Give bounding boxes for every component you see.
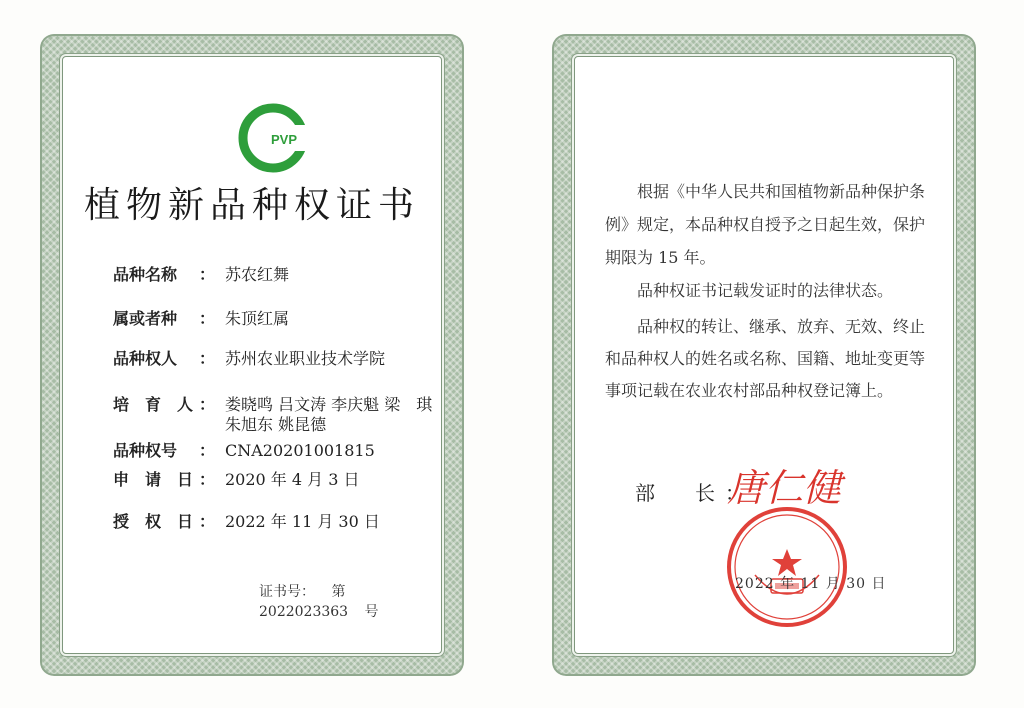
field-value: 娄晓鸣 吕文涛 李庆魁 梁 琪	[225, 395, 433, 414]
field-label: 品种权人	[113, 349, 178, 368]
field-label: 属或者种	[113, 309, 178, 328]
cert-number-suffix: 号	[364, 604, 379, 620]
field-separator: ：	[199, 441, 216, 460]
field-right-number	[113, 438, 375, 461]
field-label: 品种名称	[113, 265, 178, 284]
field-value: 2020 年 4 月 3 日	[225, 470, 360, 489]
field-separator: ：	[199, 512, 216, 531]
field-separator: ：	[199, 395, 216, 414]
legal-paragraph-basis: 根据《中华人民共和国植物新品种保护条例》规定，本品种权自授予之日起生效，保护期限为 15 年。	[605, 182, 926, 267]
legal-paragraph-status: 品种权证书记载发证时的法律状态。	[637, 281, 894, 300]
field-breeders-continued: 朱旭东 姚昆德	[225, 415, 327, 434]
legal-paragraph-registration: 品种权的转让、继承、放弃、无效、终止和品种权人的姓名或名称、国籍、地址变更等事项记载在农业农村部品种权登记簿上。	[605, 317, 926, 400]
certificate-front-page	[40, 34, 464, 676]
seal-date: 2022 年 11 月 30 日	[735, 576, 887, 592]
field-genus-species	[113, 306, 289, 329]
field-separator: ：	[199, 470, 216, 489]
field-value: 朱顶红属	[225, 309, 290, 328]
field-label: 培 育 人	[113, 395, 194, 414]
field-breeders	[113, 392, 432, 415]
cert-number-value: 2022023363	[259, 604, 349, 620]
pvp-logo-text: PVP	[271, 132, 298, 147]
field-separator: ：	[199, 349, 216, 368]
back-inner-panel	[574, 56, 954, 654]
official-seal	[725, 505, 849, 633]
field-separator: ：	[199, 265, 216, 284]
pvp-logo	[238, 103, 308, 177]
field-value: CNA20201001815	[225, 441, 375, 460]
field-label: 授 权 日	[113, 512, 194, 531]
field-right-holder	[113, 346, 385, 369]
cert-number-prefix: 第	[331, 584, 346, 600]
certificate-number	[259, 581, 441, 621]
field-value: 2022 年 11 月 30 日	[225, 512, 380, 531]
field-label: 品种权号	[113, 441, 178, 460]
field-separator: ：	[199, 309, 216, 328]
field-variety-name	[113, 262, 289, 285]
minister-label: 部 长：	[635, 481, 755, 505]
field-application-date	[113, 467, 360, 490]
signature-text: 唐仁健	[727, 466, 842, 510]
certificate-title: 植物新品种权证书	[83, 185, 420, 226]
field-value: 苏州农业职业技术学院	[225, 349, 386, 368]
cert-number-label: 证书号：	[259, 584, 315, 600]
field-grant-date	[113, 509, 380, 532]
certificate-back-page	[552, 34, 976, 676]
field-label: 申 请 日	[113, 470, 194, 489]
front-inner-panel	[62, 56, 442, 654]
field-value: 苏农红舞	[225, 265, 290, 284]
